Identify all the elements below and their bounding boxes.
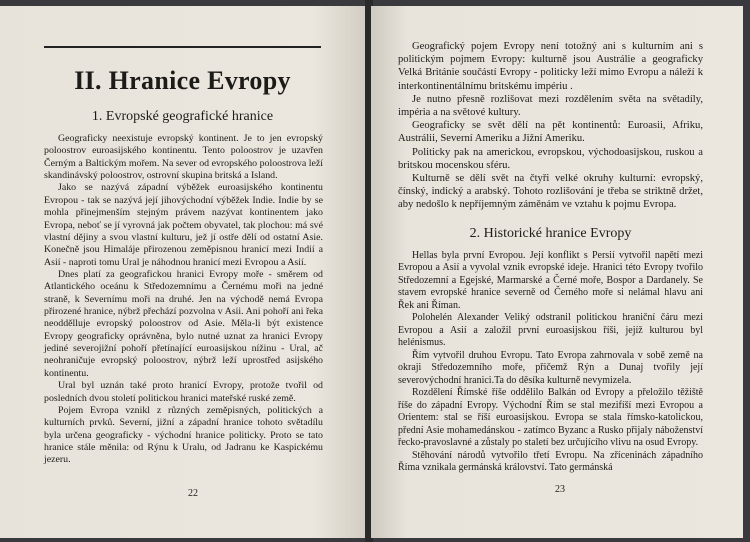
- page-number: 22: [188, 488, 198, 499]
- paragraph: Politicky pak na americkou, evropskou, východoasijskou, ruskou a britskou mocenskou sféru.: [398, 146, 703, 171]
- paragraph: Dnes platí za geografickou hranici Evropy moře - směrem od Atlantického oceánu k Středozemnímu a Černému moři na jedné straně, k Severnímu moři na druhé. Jen na východě nemá Evropa přirozené hranice, nýbrž přechází pozvolna v Asii. Ani pohoří ani řeka neoddělluje evropský poloostrov od Asie. Měla-li být existence Evropy geograficky oprávněna, bylo nutné uznat za hranici Evropy jediné severojižní pohoří přetínající euroasijskou nížinu - Ural, ač neohraničuje evropský poloostrov, nýbrž leží uprostřed asijského kontinentu.: [44, 268, 323, 379]
- paragraph: Polohelén Alexander Veliký odstranil politickou hraniční čáru mezi Evropou a Asií a založil první euroasijskou říši, jejíž kulturou byl helénismus.: [398, 312, 703, 349]
- section-title-1: 1. Evropské geografické hranice: [91, 109, 274, 124]
- right-body-text-top: [398, 40, 703, 212]
- section-title-2: 2. Historické hranice Evropy: [469, 226, 632, 241]
- page-number: 23: [555, 484, 565, 495]
- right-body-text-bottom: [398, 250, 703, 475]
- paragraph: Řím vytvořil druhou Evropu. Tato Evropa zahrnovala v sobě země na okraji Středozemního moře, přičemž Rýn a Dunaj tvořily její severovýchodní hranici.Ta do děsíka kulturně nevymizela.: [398, 349, 703, 386]
- paragraph: Geografický pojem Evropy není totožný ani s kulturním ani s politickým pojmem Evropy: kulturně jsou Austrálie a geograficky Velká Británie součástí Evropy - politicky leží mimo Evropu a náleží k interkontinentálnímu britskému impériu .: [398, 41, 703, 92]
- paragraph: Pojem Evropa vznikl z různých zeměpisných, politických a kulturních prvků. Severní, jižní a západní hranice tohoto světadílu byla určena geograficky - východní hranice politicky. Proto se tato hranice stále měnila: od Rýnu k Uralu, od Jadranu ke Kaspickému jezeru.: [44, 404, 323, 466]
- paragraph: Hellas byla první Evropou. Její konflikt s Persií vytvořil napětí mezi Evropou a Asií a vyvolal vznik evropské ideje. Hranici této Evropy tvořilo Středozemní a Egejské, Marmarské a Černé moře, Bospor a Dardanely. Se stavem evropské hranice severně od Černého moře si nelámal hlavu ani Řek ani Říman.: [398, 250, 703, 311]
- left-page: [0, 6, 367, 538]
- paragraph: Kulturně se dělí svět na čtyři velké okruhy kulturní: evropský, čínský, indický a arabský. Tohoto rozlišování je třeba se striktně držet, aby nedošlo k nepříjemným záměnám ve vztahu k pojmu Evropa.: [398, 173, 703, 211]
- chapter-rule: [44, 46, 321, 48]
- paragraph: Ural byl uznán také proto hranicí Evropy, protože tvořil od posledních dvou století politickou hranici mateřské ruské země.: [44, 380, 323, 404]
- paragraph: Jako se nazývá západní výběžek euroasijského kontinentu Evropou - tak se nazývá její jihovýchodní výběžek Indie. Indie by se mohla přinejmenším stejným právem nazývat kontinentem jako Evropa, neboť se jí vyrovná jak počtem obyvatel, tak plochou: má své vlastní dějiny a svou vlastní kulturu, jež jí ostře dělí od ostatní Asie. Konečně jsou Himaláje přirozenou zeměpisnou hranicí mezi Indií a Asií - naproti tomu Ural je náhodnou hranicí mezi Evropou a Asií.: [44, 182, 323, 268]
- paragraph: Je nutno přesně rozlišovat mezi rozdělením světa na světadíly, impéria a na světové kultury.: [398, 93, 703, 119]
- paragraph: Stěhování národů vytvořilo třetí Evropu. Na zříceninách západního Říma vznikala germánská království. Tato germánská: [398, 449, 703, 474]
- paragraph: Geograficky neexistuje evropský kontinent. Je to jen evropský poloostrov euroasijského kontinentu. Tento poloostrov je uzavřen Černým a Baltickým mořem. Na sever od evropského poloostrova leží skandinávský poloostrov, ostrovní skupina britská a Island.: [44, 133, 323, 182]
- right-page: [371, 6, 743, 538]
- paragraph: Geograficky se svět dělí na pět kontinentů: Euroasii, Afriku, Austrálii, Severní Ameriku a Jižní Ameriku.: [398, 120, 703, 145]
- paragraph: Rozdělení Římské říše oddělilo Balkán od Evropy a přeložilo těžiště říše do západní Evropy. Východní Řím se stal mezifíší mezi Evropou a Orientem: stal se říší euroasijskou. Evropa se stala římsko-katolickou, přední Asie mohamedánskou - zatímco Byzanc a Rusko přijaly náboženství řecko-pravoslavné a zůstaly po staletí bez určujícího vlivu na osud Evropy.: [398, 387, 703, 449]
- chapter-title: II. Hranice Evropy: [74, 66, 291, 95]
- left-body-text: [44, 133, 323, 467]
